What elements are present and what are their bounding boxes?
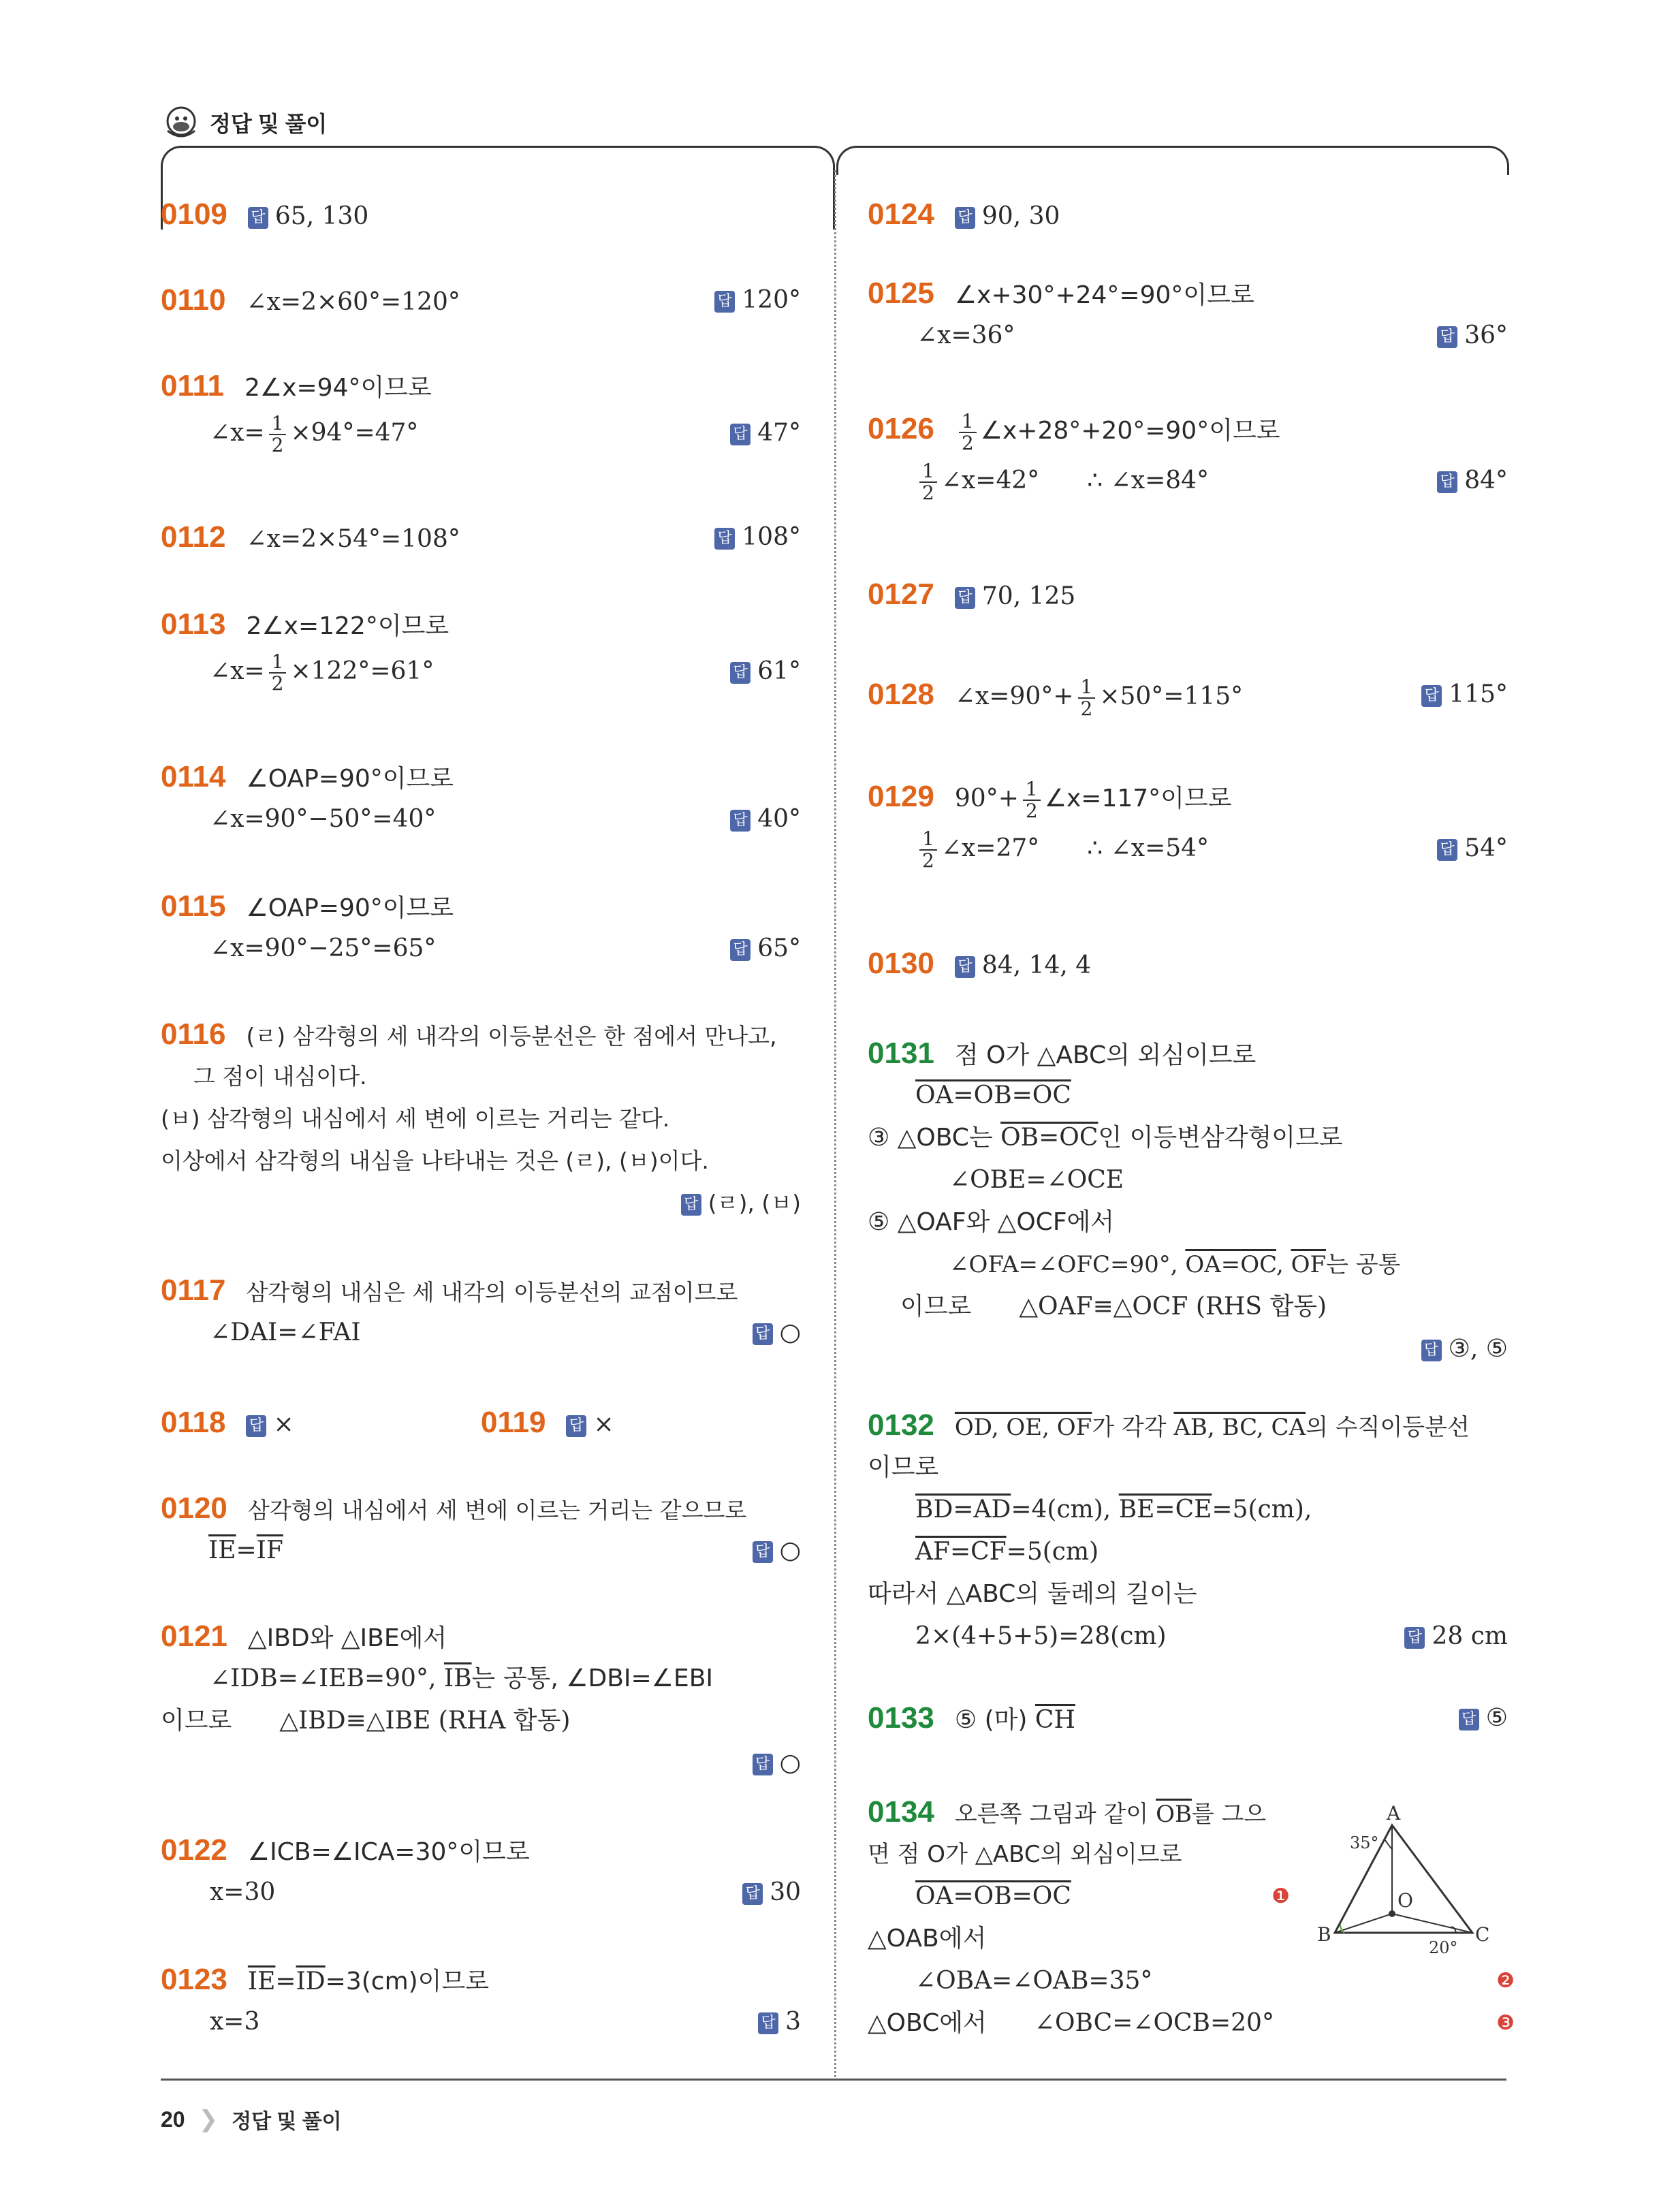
answer: 36° bbox=[1464, 321, 1508, 349]
answer-tag-icon: 답 bbox=[730, 939, 750, 961]
chevron-right-icon: ❯ bbox=[198, 2106, 219, 2133]
solution-line: 이므로 bbox=[161, 1707, 232, 1735]
answer-tag-icon: 답 bbox=[753, 1541, 773, 1563]
answer-tag-icon: 답 bbox=[566, 1415, 586, 1437]
problem-number: 0130 bbox=[868, 947, 934, 980]
solution-line: OA=OB=OC bbox=[915, 1882, 1071, 1910]
fraction: $\frac{1}{2}$ bbox=[1078, 677, 1096, 719]
solution-line: ×50°=115° bbox=[1099, 682, 1244, 710]
answer: 70, 125 bbox=[981, 582, 1076, 610]
separator: , bbox=[1276, 1251, 1291, 1278]
solution-line: ⑤ (마) bbox=[954, 1706, 1035, 1734]
solution-line: 삼각형의 내심에서 세 변에 이르는 거리는 같으므로 bbox=[247, 1497, 747, 1523]
answer: ○ bbox=[779, 1318, 801, 1346]
problem-0110 bbox=[161, 279, 801, 321]
segment: $\overline{IE}$ bbox=[247, 1968, 276, 1995]
answer: 108° bbox=[742, 523, 801, 551]
answer: 115° bbox=[1449, 680, 1508, 708]
answer: ⑤ bbox=[1485, 1704, 1508, 1732]
solution-line: =3(cm)이므로 bbox=[325, 1968, 490, 1995]
fraction: $\frac{1}{2}$ bbox=[269, 413, 287, 456]
problem-number: 0132 bbox=[868, 1408, 934, 1442]
solution-line: ∠IDB=∠IEB=90°, bbox=[210, 1664, 444, 1692]
problem-number: 0121 bbox=[161, 1620, 227, 1653]
solution-line: ∠OFA=∠OFC=90°, bbox=[949, 1251, 1186, 1278]
answer-tag-icon: 답 bbox=[758, 2012, 778, 2034]
solution-line: ∠x=2×60°=120° bbox=[246, 288, 460, 316]
solution-line: 2∠x=94°이므로 bbox=[244, 374, 432, 402]
solution-line: ∠OBE=∠OCE bbox=[949, 1166, 1124, 1194]
answer: 65° bbox=[757, 934, 801, 962]
footer-rule bbox=[161, 2079, 1506, 2081]
answer-tag-icon: 답 bbox=[714, 291, 735, 313]
solution-line: ∠x=90°−50°=40° bbox=[210, 805, 437, 833]
problem-number: 0127 bbox=[868, 578, 934, 611]
problem-0126 bbox=[868, 403, 1508, 507]
problem-0123 bbox=[161, 1959, 801, 2043]
problem-0132 bbox=[868, 1404, 1508, 1658]
problem-0112 bbox=[161, 516, 801, 558]
problem-0122 bbox=[161, 1829, 801, 1914]
answer: 28 cm bbox=[1432, 1622, 1508, 1650]
answer: ○ bbox=[779, 1749, 801, 1777]
problem-number: 0117 bbox=[161, 1274, 226, 1307]
problem-number: 0123 bbox=[161, 1963, 227, 1996]
solution-line: ∠x=42° bbox=[941, 467, 1040, 494]
problem-number: 0119 bbox=[481, 1406, 546, 1439]
answer-tag-icon: 답 bbox=[1437, 839, 1457, 861]
answer: ○ bbox=[779, 1536, 801, 1564]
label-C: C bbox=[1475, 1923, 1490, 1946]
equals: = bbox=[236, 1536, 257, 1564]
problem-number: 0131 bbox=[868, 1037, 934, 1070]
problem-number: 0134 bbox=[868, 1795, 934, 1829]
step-marker: ❶ bbox=[1271, 1884, 1290, 1908]
solution-line: ∠OBA=∠OAB=35° bbox=[915, 1967, 1153, 1995]
solution-line: 그 점이 내심이다. bbox=[193, 1063, 367, 1090]
solution-line: OA=OB=OC bbox=[915, 1081, 1071, 1109]
answer: (ㄹ), (ㅂ) bbox=[708, 1190, 801, 1216]
problem-number: 0124 bbox=[868, 198, 934, 231]
problem-0125 bbox=[868, 272, 1508, 357]
solution-line: (ㄹ) 삼각형의 세 내각의 이등분선은 한 점에서 만나고, bbox=[246, 1023, 777, 1049]
problem-0129 bbox=[868, 771, 1508, 874]
answer-tag-icon: 답 bbox=[955, 587, 975, 609]
fraction: $\frac{1}{2}$ bbox=[1023, 779, 1041, 821]
answer: 90, 30 bbox=[981, 202, 1060, 230]
answer-tag-icon: 답 bbox=[1421, 1340, 1442, 1361]
fraction: $\frac{1}{2}$ bbox=[269, 652, 287, 694]
solution-line: 는 공통 bbox=[1326, 1251, 1401, 1278]
answer-tag-icon: 답 bbox=[1459, 1709, 1479, 1731]
problem-number: 0133 bbox=[868, 1701, 934, 1735]
solution-line: 2×(4+5+5)=28(cm) bbox=[915, 1622, 1167, 1650]
problem-0115 bbox=[161, 885, 801, 970]
answer-tag-icon: 답 bbox=[681, 1194, 701, 1216]
solution-line: (ㅂ) 삼각형의 내심에서 세 변에 이르는 거리는 같다. bbox=[161, 1105, 670, 1132]
problem-number: 0116 bbox=[161, 1017, 226, 1051]
problem-number: 0125 bbox=[868, 276, 934, 310]
segment: BE=CE bbox=[1118, 1496, 1212, 1523]
problem-number: 0109 bbox=[161, 198, 227, 231]
answer: 54° bbox=[1464, 834, 1508, 862]
solution-line: 이상에서 삼각형의 내심을 나타내는 것은 (ㄹ), (ㅂ)이다. bbox=[161, 1148, 709, 1174]
answer-tag-icon: 답 bbox=[742, 1883, 763, 1905]
fraction: $\frac{1}{2}$ bbox=[959, 411, 977, 454]
problem-number: 0129 bbox=[868, 780, 934, 813]
problem-number: 0111 bbox=[161, 369, 225, 402]
solution-line: ∠x+30°+24°=90°이므로 bbox=[954, 281, 1254, 309]
solution-line: =5(cm), bbox=[1212, 1496, 1312, 1523]
solution-line: ⑤ △OAF와 △OCF에서 bbox=[868, 1208, 1115, 1236]
solution-line: 점 O가 △ABC의 외심이므로 bbox=[954, 1041, 1257, 1069]
solution-line: 이므로 bbox=[900, 1293, 972, 1321]
solution-line: x=30 bbox=[210, 1878, 276, 1906]
problem-0111 bbox=[161, 365, 801, 459]
solution-line: △OAB에서 bbox=[868, 1925, 987, 1953]
problem-0121 bbox=[161, 1615, 801, 1784]
solution-line: △IBD≡△IBE (RHA 합동) bbox=[279, 1707, 571, 1735]
solution-line: △OAF≡△OCF (RHS 합동) bbox=[1019, 1293, 1327, 1321]
answer-tag-icon: 답 bbox=[248, 207, 268, 229]
answer: 61° bbox=[757, 657, 801, 685]
problem-0113 bbox=[161, 603, 801, 697]
answer-tag-icon: 답 bbox=[1404, 1627, 1425, 1649]
problem-0128 bbox=[868, 669, 1508, 721]
problem-number: 0114 bbox=[161, 760, 226, 793]
segment: AF=CF bbox=[915, 1538, 1007, 1566]
answer-tag-icon: 답 bbox=[753, 1323, 773, 1345]
problem-0109 bbox=[161, 193, 801, 236]
fraction: $\frac{1}{2}$ bbox=[919, 829, 937, 871]
solution-line: ∠OAP=90°이므로 bbox=[246, 765, 454, 793]
segment: $\overline{IE}$ bbox=[208, 1536, 236, 1564]
answer: × bbox=[273, 1410, 294, 1438]
problem-number: 0115 bbox=[161, 889, 226, 923]
answer: 30 bbox=[770, 1878, 801, 1906]
solution-line: ∴ ∠x=84° bbox=[1087, 467, 1210, 494]
page-number: 20 bbox=[161, 2106, 185, 2132]
header-title: 정답 및 풀이 bbox=[210, 112, 328, 136]
label-O: O bbox=[1397, 1889, 1413, 1912]
footer-title: 정답 및 풀이 bbox=[232, 2111, 342, 2133]
problem-number: 0110 bbox=[161, 283, 226, 317]
solution-line: x=3 bbox=[210, 2008, 260, 2036]
answer: 84, 14, 4 bbox=[981, 951, 1092, 979]
answer: 47° bbox=[757, 419, 801, 447]
solution-line: 이므로 bbox=[868, 1453, 939, 1481]
solution-line: ∠DAI=∠FAI bbox=[210, 1318, 361, 1346]
solution-line: 90°+ bbox=[954, 785, 1019, 812]
solution-line: 오른쪽 그림과 같이 bbox=[954, 1801, 1156, 1828]
mascot-logo-icon bbox=[162, 104, 200, 142]
solution-line: 의 수직이등분선 bbox=[1306, 1414, 1470, 1441]
solution-line: ∠x=2×54°=108° bbox=[246, 525, 460, 553]
solution-line: ∠OBC=∠OCB=20° bbox=[1034, 2009, 1274, 2037]
problem-number: 0112 bbox=[161, 520, 226, 554]
problem-0120 bbox=[161, 1487, 801, 1572]
solution-line: ∠x=90°+ bbox=[954, 682, 1074, 710]
problem-0131 bbox=[868, 1032, 1508, 1370]
answer-tag-icon: 답 bbox=[955, 956, 975, 978]
answer: 40° bbox=[757, 805, 801, 833]
solution-line: =5(cm) bbox=[1006, 1538, 1099, 1566]
problem-0117 bbox=[161, 1269, 801, 1354]
solution-line: 는 공통, ∠DBI=∠EBI bbox=[471, 1664, 714, 1692]
solution-line: ∠x=117°이므로 bbox=[1044, 785, 1232, 812]
problem-0134 bbox=[868, 1791, 1515, 2044]
solution-line: ∠x=36° bbox=[917, 321, 1015, 349]
solution-line: ∠x=27° bbox=[941, 834, 1040, 862]
answer-tag-icon: 답 bbox=[1437, 326, 1457, 348]
problem-0114 bbox=[161, 756, 801, 840]
solution-line: 인 이등변삼각형이므로 bbox=[1098, 1124, 1343, 1152]
problem-0116 bbox=[161, 1013, 801, 1224]
solution-line: =4(cm), bbox=[1011, 1496, 1119, 1523]
answer: 3 bbox=[785, 2008, 801, 2036]
problem-number: 0120 bbox=[161, 1491, 227, 1525]
solution-line: 면 점 O가 △ABC의 외심이므로 bbox=[868, 1841, 1182, 1868]
solution-line: △OBC에서 bbox=[868, 2009, 987, 2037]
answer-tag-icon: 답 bbox=[730, 810, 750, 832]
problem-0133 bbox=[868, 1697, 1508, 1739]
segment: OD, OE, OF bbox=[954, 1414, 1092, 1441]
problem-0130 bbox=[868, 943, 1508, 985]
segment: OA=OC bbox=[1185, 1251, 1276, 1278]
answer-tag-icon: 답 bbox=[730, 424, 750, 445]
answer-tag-icon: 답 bbox=[714, 528, 735, 550]
fraction: $\frac{1}{2}$ bbox=[919, 461, 937, 503]
label-A: A bbox=[1387, 1805, 1401, 1824]
answer: 65, 130 bbox=[274, 202, 369, 230]
solution-line: ∠OAP=90°이므로 bbox=[246, 894, 454, 922]
solution-line: 따라서 △ABC의 둘레의 길이는 bbox=[868, 1580, 1197, 1608]
solution-line: ∴ ∠x=54° bbox=[1087, 834, 1210, 862]
segment: $\overline{ID}$ bbox=[296, 1968, 326, 1995]
solution-line: ∠x= bbox=[210, 419, 265, 447]
segment: $\overline{IB}$ bbox=[443, 1664, 472, 1692]
solution-line: ∠x=90°−25°=65° bbox=[210, 934, 437, 962]
problem-0127 bbox=[868, 573, 1508, 616]
page-header bbox=[162, 104, 327, 142]
answer-tag-icon: 답 bbox=[753, 1754, 773, 1775]
problem-number: 0128 bbox=[868, 678, 934, 711]
solution-line: ×122°=61° bbox=[290, 657, 434, 685]
angle-A-label: 35° bbox=[1350, 1833, 1379, 1852]
solution-line: 를 그으 bbox=[1191, 1801, 1267, 1828]
answer: 84° bbox=[1464, 467, 1508, 494]
problem-0124 bbox=[868, 193, 1508, 236]
problem-number: 0126 bbox=[868, 412, 934, 445]
label-B: B bbox=[1317, 1923, 1331, 1946]
segment: BD=AD bbox=[915, 1496, 1011, 1523]
page-footer bbox=[161, 2104, 342, 2134]
problem-0119 bbox=[481, 1402, 801, 1444]
segment: $\overline{CH}$ bbox=[1034, 1706, 1075, 1734]
column-divider bbox=[834, 170, 836, 2077]
answer-tag-icon: 답 bbox=[730, 662, 750, 684]
answer-tag-icon: 답 bbox=[1421, 685, 1442, 707]
segment: $\overline{OB}$ bbox=[1156, 1801, 1192, 1828]
segment: $\overline{OF}$ bbox=[1291, 1251, 1327, 1278]
step-marker: ❷ bbox=[1496, 1969, 1515, 1993]
answer: 120° bbox=[742, 286, 801, 314]
problem-number: 0118 bbox=[161, 1406, 226, 1439]
segment: OB=OC bbox=[1000, 1124, 1099, 1152]
equals: = bbox=[275, 1968, 296, 1995]
solution-line: 삼각형의 내심은 세 내각의 이등분선의 교점이므로 bbox=[246, 1279, 738, 1306]
solution-line: ×94°=47° bbox=[290, 419, 419, 447]
right-frame bbox=[836, 146, 1509, 175]
segment: $\overline{IF}$ bbox=[256, 1536, 283, 1564]
step-marker: ❸ bbox=[1496, 2011, 1515, 2035]
solution-line: 2∠x=122°이므로 bbox=[246, 612, 449, 640]
answer: ③, ⑤ bbox=[1448, 1335, 1508, 1363]
solution-line: ∠x= bbox=[210, 657, 265, 685]
answer-tag-icon: 답 bbox=[1437, 471, 1457, 493]
answer-tag-icon: 답 bbox=[955, 207, 975, 229]
problem-number: 0122 bbox=[161, 1833, 227, 1867]
solution-line: ∠x+28°+20°=90°이므로 bbox=[980, 417, 1280, 445]
solution-line: △IBD와 △IBE에서 bbox=[247, 1624, 447, 1652]
problem-number: 0113 bbox=[161, 607, 226, 641]
solution-line: 가 각각 bbox=[1092, 1414, 1174, 1441]
solution-line: ∠ICB=∠ICA=30°이므로 bbox=[247, 1838, 530, 1866]
answer-tag-icon: 답 bbox=[246, 1415, 266, 1437]
angle-C-label: 20° bbox=[1429, 1938, 1458, 1957]
solution-line: ③ △OBC는 bbox=[868, 1124, 1001, 1152]
segment: AB, BC, CA bbox=[1173, 1414, 1306, 1441]
triangle-figure bbox=[1310, 1805, 1494, 1968]
answer: × bbox=[593, 1410, 614, 1438]
